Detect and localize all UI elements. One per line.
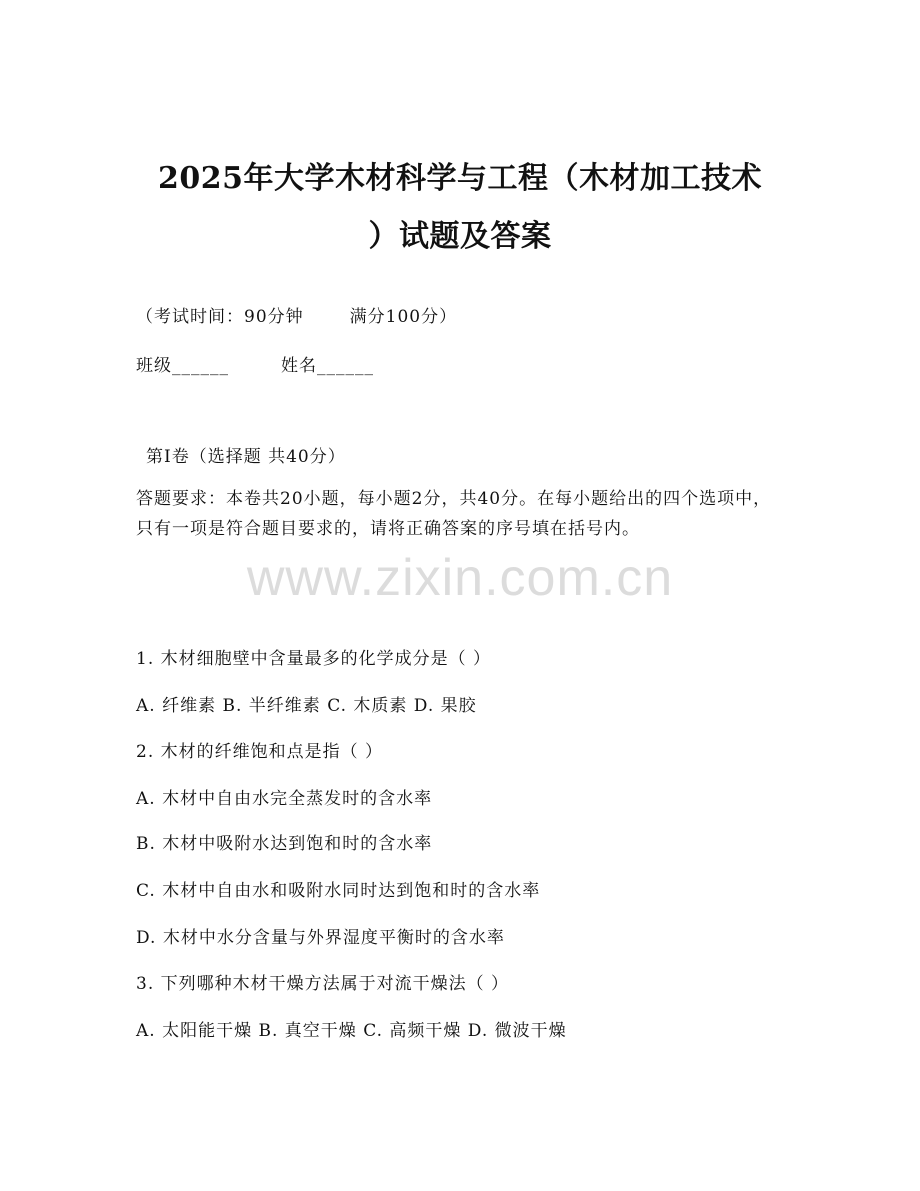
question-2-stem: 2. 木材的纤维饱和点是指（ ） xyxy=(136,742,384,762)
watermark: www.zixin.com.cn xyxy=(246,549,674,607)
title-line-2: ）试题及答案 xyxy=(368,219,552,254)
question-1-options: A. 纤维素 B. 半纤维素 C. 木质素 D. 果胶 xyxy=(136,696,477,716)
exam-score: 满分100分） xyxy=(349,307,458,327)
student-info xyxy=(136,351,374,376)
question-3-stem: 3. 下列哪种木材干燥方法属于对流干燥法（ ） xyxy=(136,974,510,994)
question-2-option-d: D. 木材中水分含量与外界湿度平衡时的含水率 xyxy=(136,928,505,948)
document-title xyxy=(120,150,800,266)
question-3-options: A. 太阳能干燥 B. 真空干燥 C. 高频干燥 D. 微波干燥 xyxy=(136,1021,567,1041)
question-2-option-c: C. 木材中自由水和吸附水同时达到饱和时的含水率 xyxy=(136,881,541,901)
name-field: 姓名______ xyxy=(281,356,374,376)
section-heading: 第Ⅰ卷（选择题 共40分） xyxy=(146,447,346,467)
exam-info xyxy=(136,302,457,327)
exam-time: （考试时间：90分钟 xyxy=(136,307,304,327)
title-line-1: 2025年大学木材科学与工程（木材加工技术 xyxy=(158,161,762,196)
question-1-stem: 1. 木材细胞壁中含量最多的化学成分是（ ） xyxy=(136,649,492,669)
class-field: 班级______ xyxy=(136,356,229,376)
question-2-option-a: A. 木材中自由水完全蒸发时的含水率 xyxy=(136,789,433,809)
question-2-option-b: B. 木材中吸附水达到饱和时的含水率 xyxy=(136,834,433,854)
section-instructions: 答题要求：本卷共20小题，每小题2分，共40分。在每小题给出的四个选项中，只有一项是符合题目要求的，请将正确答案的序号填在括号内。 xyxy=(136,489,772,539)
